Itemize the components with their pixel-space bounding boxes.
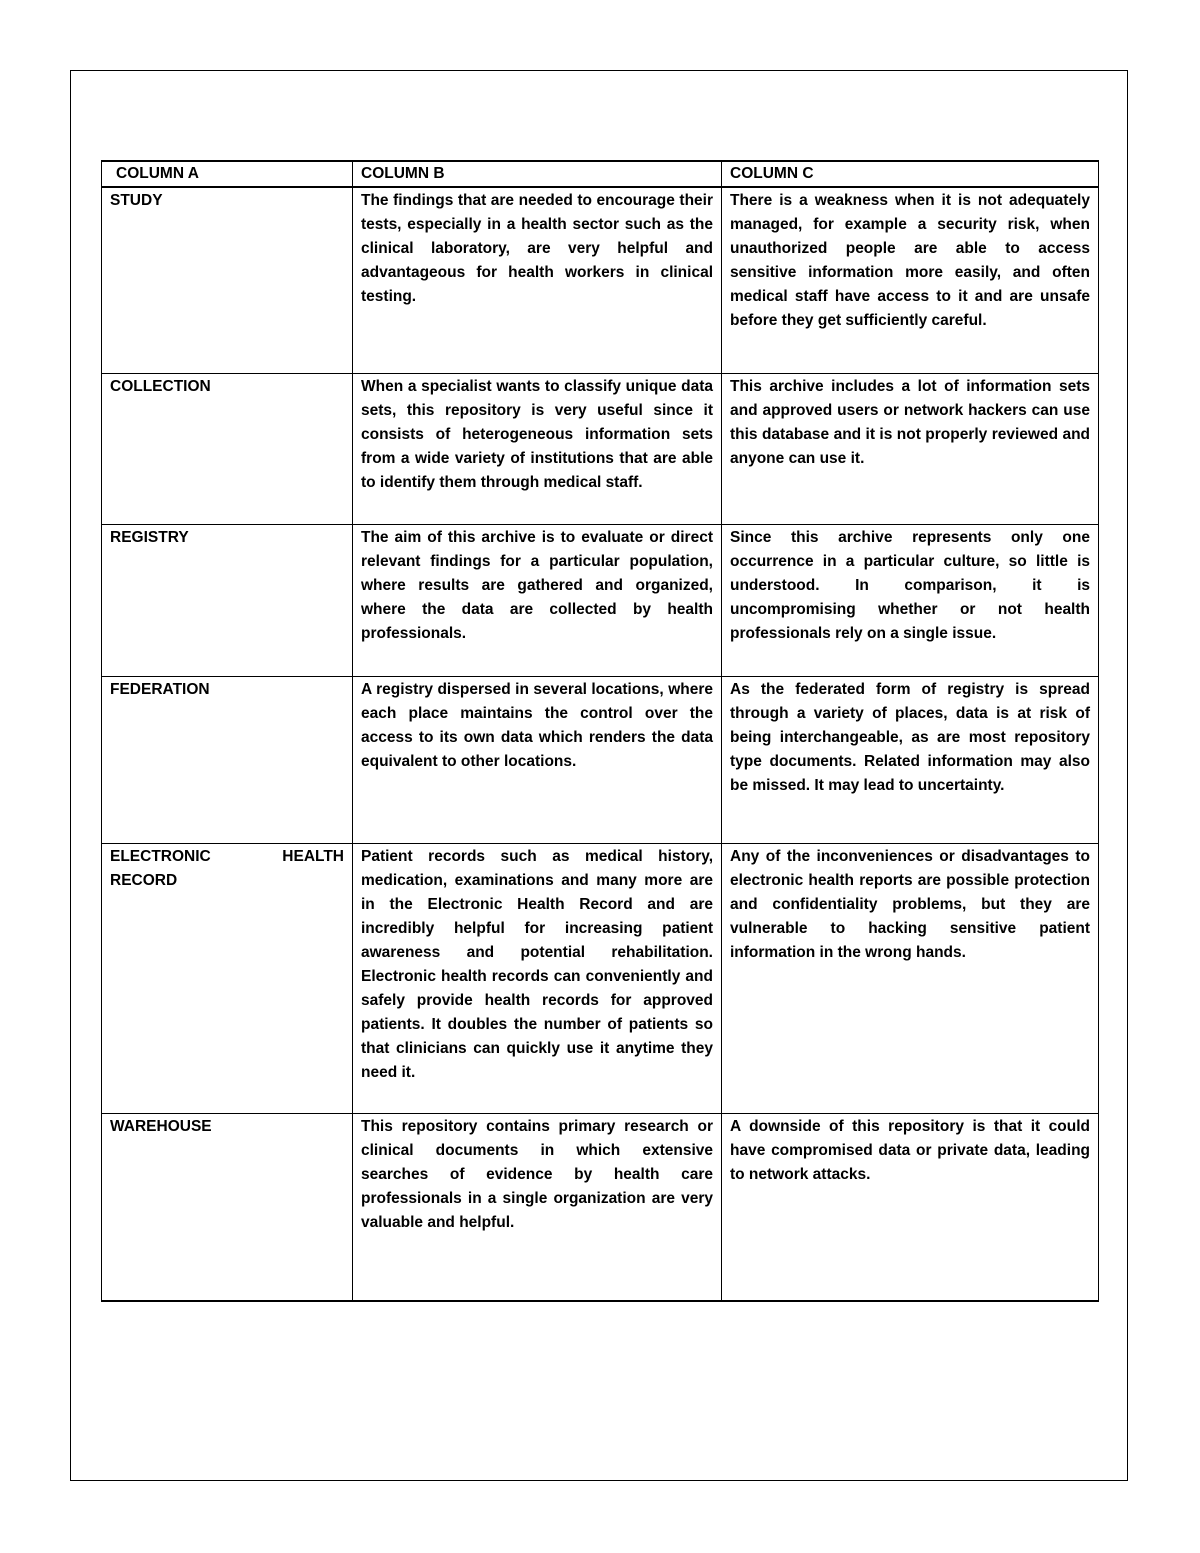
cell-disadvantage: Any of the inconveniences or disadvantages to electronic health reports are possible protection and confidentiality problems, but they are vulnerable to hacking sensitive patient information in the wrong hands. [722,843,1099,1113]
cell-disadvantage: This archive includes a lot of information sets and approved users or network hackers can use this database and it is not properly reviewed and anyone can use it. [722,373,1099,524]
cell-repository-type: COLLECTION [102,373,353,524]
cell-repository-type: REGISTRY [102,524,353,676]
cell-advantage: A registry dispersed in several locations, where each place maintains the control over the access to its own data which renders the data equivalent to other locations. [353,676,722,843]
cell-repository-type: FEDERATION [102,676,353,843]
header-column-c: COLUMN C [722,161,1099,187]
table-header [102,161,1099,187]
cell-disadvantage: Since this archive represents only one occurrence in a particular culture, so little is understood. In comparison, it is uncompromising whether or not health professionals rely on a single issue. [722,524,1099,676]
table-row-electronic-health-record [102,843,1099,1113]
comparison-table [101,160,1099,1302]
cell-advantage: This repository contains primary research or clinical documents in which extensive searches of evidence by health care professionals in a single organization are very valuable and helpful. [353,1113,722,1301]
cell-advantage: The aim of this archive is to evaluate or direct relevant findings for a particular population, where results are gathered and organized, where the data are collected by health professionals. [353,524,722,676]
table-row-study [102,187,1099,373]
cell-disadvantage: There is a weakness when it is not adequately managed, for example a security risk, when unauthorized people are able to access sensitive information more easily, and often medical staff have access to it and are unsafe before they get sufficiently careful. [722,187,1099,373]
cell-repository-type: WAREHOUSE [102,1113,353,1301]
table-row-collection [102,373,1099,524]
cell-advantage: When a specialist wants to classify unique data sets, this repository is very useful since it consists of heterogeneous information sets from a wide variety of institutions that are able to identify them through medical staff. [353,373,722,524]
header-row [102,161,1099,187]
header-column-a: COLUMN A [102,161,353,187]
cell-disadvantage: As the federated form of registry is spread through a variety of places, data is at risk of being interchangeable, as are most repository type documents. Related information may also be missed. It may lead to uncertainty. [722,676,1099,843]
table-row-registry [102,524,1099,676]
table-body [102,187,1099,1301]
cell-repository-type: STUDY [102,187,353,373]
table-row-warehouse [102,1113,1099,1301]
header-column-b: COLUMN B [353,161,722,187]
cell-advantage: The findings that are needed to encourage their tests, especially in a health sector such as the clinical laboratory, are very helpful and advantageous for health workers in clinical testing. [353,187,722,373]
cell-disadvantage: A downside of this repository is that it could have compromised data or private data, leading to network attacks. [722,1113,1099,1301]
cell-advantage: Patient records such as medical history, medication, examinations and many more are in the Electronic Health Record and are incredibly helpful for increasing patient awareness and potential rehabilitation. Electronic health records can conveniently and safely provide health records for approved patients. It doubles the number of patients so that clinicians can quickly use it anytime they need it. [353,843,722,1113]
table-row-federation [102,676,1099,843]
cell-repository-type: ELECTRONIC HEALTH RECORD [102,843,353,1113]
